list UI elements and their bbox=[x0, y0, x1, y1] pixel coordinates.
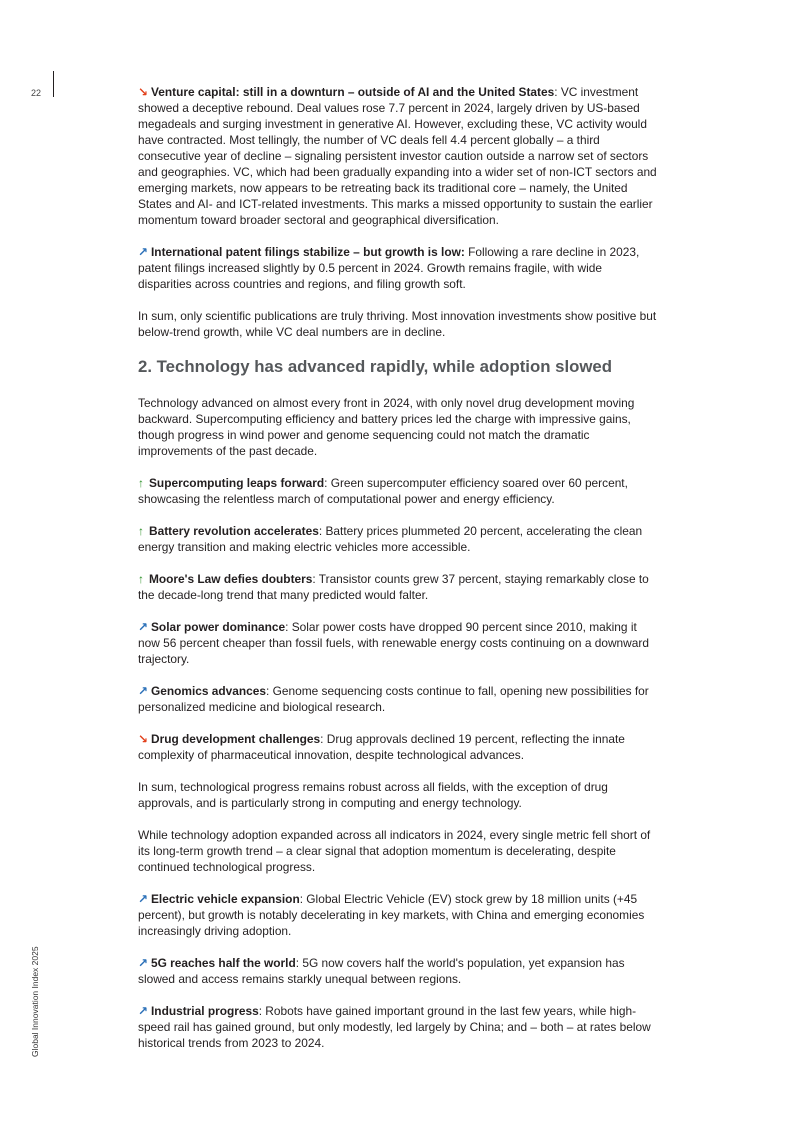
bullet-text: : VC investment showed a deceptive rebound. Deal values rose 7.7 percent in 2024, largely driven by US-based megadeals and surging investment in generative AI. However, excluding these, VC activity would have contracted. Most tellingly, the number of VC deals fell 4.4 percent globally – a third consecutive year of decline – signaling persistent investor caution outside a narrow set of sectors and geographies. VC, which had been gradually expanding into a wider set of non-ICT sectors and emerging markets, now appears to be retreating back its traditional core – namely, the United States and AI- and ICT-related investments. This marks a missed opportunity to sustain the earlier momentum toward broader sectoral and geographical diversification. bbox=[138, 85, 657, 227]
bullet-text: : Global Electric Vehicle (EV) stock grew by 18 million units (+45 percent), but growth is notably decelerating in key markets, with China and emerging economies increasingly driving adoption. bbox=[138, 892, 645, 938]
bullet-text: : Transistor counts grew 37 percent, staying remarkably close to the decade-long trend that many predicted would falter. bbox=[138, 572, 649, 602]
paragraph-drug-development bbox=[138, 731, 658, 763]
paragraph-technology-intro: Technology advanced on almost every front in 2024, with only novel drug development moving backward. Supercomputing efficiency and battery prices led the charge with impressive gains, though progress in wind power and genome sequencing could not match the dramatic improvements of the past decade. bbox=[138, 396, 635, 458]
bullet-title: International patent filings stabilize – but growth is low: bbox=[151, 245, 465, 259]
trend-diagonal-up-arrow-icon: ↗ bbox=[138, 245, 148, 259]
trend-diagonal-up-arrow-icon: ↗ bbox=[138, 1004, 148, 1018]
section-heading: 2. Technology has advanced rapidly, while adoption slowed bbox=[138, 357, 613, 376]
bullet-text: : Solar power costs have dropped 90 percent since 2010, making it now 56 percent cheaper than fossil fuels, with renewable energy costs continuing on a downward trajectory. bbox=[138, 620, 649, 666]
paragraph-electric-vehicles bbox=[138, 891, 658, 939]
bullet-title: Moore's Law defies doubters bbox=[149, 572, 313, 586]
bullet-title: Industrial progress bbox=[151, 1004, 259, 1018]
paragraph-patent-filings bbox=[138, 244, 658, 292]
paragraph-venture-capital bbox=[138, 84, 658, 228]
paragraph-summary-technology: In sum, technological progress remains robust across all fields, with the exception of drug approvals, and is particularly strong in computing and energy technology. bbox=[138, 780, 608, 810]
bullet-text: : Battery prices plummeted 20 percent, accelerating the clean energy transition and making electric vehicles more accessible. bbox=[138, 524, 643, 554]
trend-up-arrow-icon: ↑ bbox=[138, 476, 144, 490]
paragraph-battery bbox=[138, 523, 658, 555]
paragraph-summary-investment: In sum, only scientific publications are truly thriving. Most innovation investments show positive but below-trend growth, while VC deal numbers are in decline. bbox=[138, 309, 657, 339]
bullet-title: Solar power dominance bbox=[151, 620, 286, 634]
trend-up-arrow-icon: ↑ bbox=[138, 572, 144, 586]
bullet-title: Battery revolution accelerates bbox=[149, 524, 319, 538]
trend-diagonal-up-arrow-icon: ↗ bbox=[138, 892, 148, 906]
trend-diagonal-up-arrow-icon: ↗ bbox=[138, 684, 148, 698]
bullet-text: Following a rare decline in 2023, patent filings increased slightly by 0.5 percent in 2024. Growth remains fragile, with wide disparities across countries and regions, and filing growth soft. bbox=[138, 245, 640, 291]
paragraph-5g bbox=[138, 955, 658, 987]
bullet-title: Electric vehicle expansion bbox=[151, 892, 300, 906]
bullet-title: Venture capital: still in a downturn – outside of AI and the United States bbox=[151, 85, 555, 99]
paragraph-solar bbox=[138, 619, 658, 667]
page-number: 22 bbox=[31, 88, 42, 98]
bullet-text: : Robots have gained important ground in the last few years, while high-speed rail has gained ground, but only modestly, led largely by China; and – both – at rates below historical trends from 2023 to 2024. bbox=[138, 1004, 651, 1050]
paragraph-genomics bbox=[138, 683, 658, 715]
paragraph-supercomputing bbox=[138, 475, 658, 507]
paragraph-moores-law bbox=[138, 571, 658, 603]
trend-diagonal-up-arrow-icon: ↗ bbox=[138, 956, 148, 970]
paragraph-industrial-progress bbox=[138, 1003, 658, 1051]
trend-diagonal-up-arrow-icon: ↗ bbox=[138, 620, 148, 634]
trend-down-arrow-icon: ↘ bbox=[138, 85, 148, 99]
trend-down-arrow-icon: ↘ bbox=[138, 732, 148, 746]
bullet-title: 5G reaches half the world bbox=[151, 956, 296, 970]
paragraph-adoption-intro: While technology adoption expanded across all indicators in 2024, every single metric fell short of its long-term growth trend – a clear signal that adoption momentum is decelerating, despite continued technological progress. bbox=[138, 828, 651, 874]
bullet-title: Genomics advances bbox=[151, 684, 266, 698]
trend-up-arrow-icon: ↑ bbox=[138, 524, 144, 538]
page-number-rule bbox=[53, 71, 54, 97]
bullet-text: : Green supercomputer efficiency soared over 60 percent, showcasing the relentless march of computational power and energy efficiency. bbox=[138, 476, 628, 506]
publication-side-label: Global Innovation Index 2025 bbox=[30, 946, 40, 1057]
bullet-text: : Drug approvals declined 19 percent, reflecting the innate complexity of pharmaceutical innovation, despite technological advances. bbox=[138, 732, 625, 762]
bullet-text: : Genome sequencing costs continue to fall, opening new possibilities for personalized medicine and biological research. bbox=[138, 684, 649, 714]
bullet-title: Supercomputing leaps forward bbox=[149, 476, 325, 490]
bullet-title: Drug development challenges bbox=[151, 732, 321, 746]
bullet-text: : 5G now covers half the world's population, yet expansion has slowed and access remains starkly unequal between regions. bbox=[138, 956, 625, 986]
main-text-column bbox=[138, 84, 658, 1051]
